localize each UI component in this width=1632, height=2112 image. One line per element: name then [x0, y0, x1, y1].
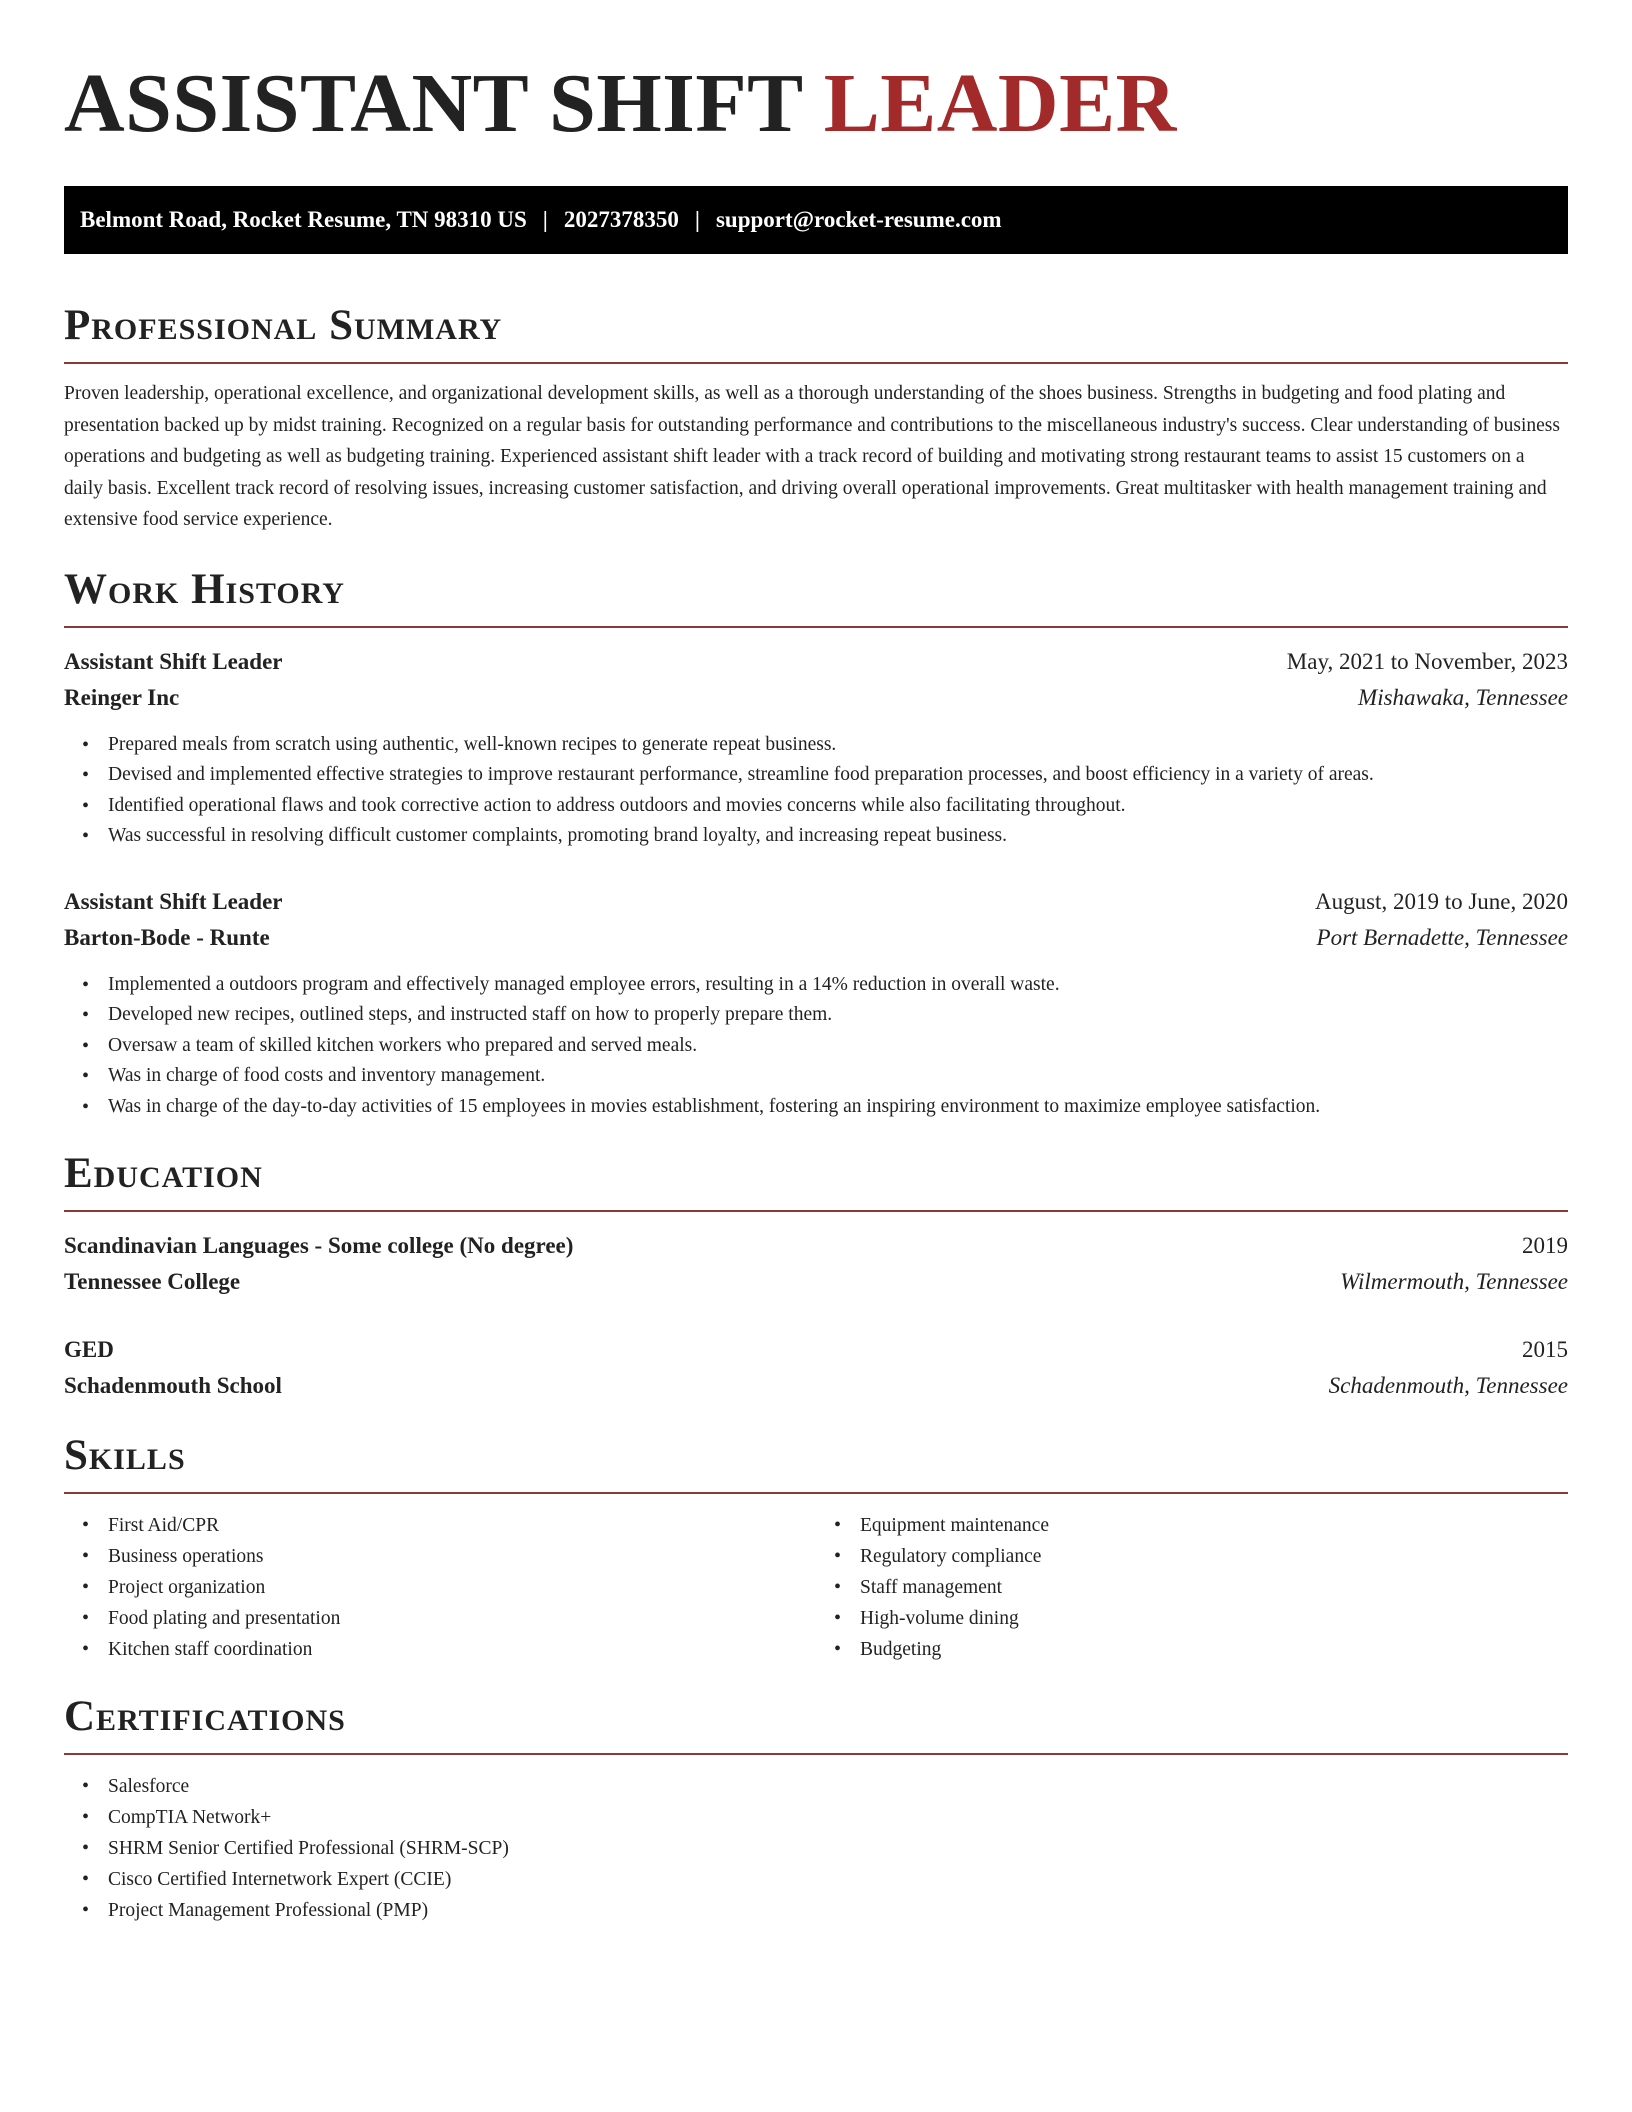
- job-bullet: • Was in charge of food costs and inventory management.: [108, 1061, 1568, 1092]
- education-entry: [64, 1332, 1568, 1404]
- job-entry: [64, 884, 1568, 1123]
- education-year: 2019: [1522, 1233, 1568, 1258]
- skills-list-right: [816, 1510, 1568, 1665]
- resume-name-heading: [64, 56, 1568, 152]
- certification-item: • Salesforce: [108, 1771, 1568, 1802]
- skill-item: • Project organization: [108, 1572, 816, 1603]
- job-location: Port Bernadette, Tennessee: [1316, 924, 1568, 950]
- certifications-list: [64, 1771, 1568, 1926]
- job-company-row: [64, 920, 1568, 956]
- certification-item: • SHRM Senior Certified Professional (SHRM-SCP): [108, 1833, 1568, 1864]
- skill-item: • Equipment maintenance: [860, 1510, 1568, 1541]
- job-bullet: • Identified operational flaws and took corrective action to address outdoors and movies concerns while also facilitating throughout.: [108, 791, 1568, 822]
- education-year: 2015: [1522, 1337, 1568, 1362]
- name-part-accent: LEADER: [823, 57, 1177, 150]
- contact-separator: |: [694, 207, 700, 232]
- skill-item: • Regulatory compliance: [860, 1541, 1568, 1572]
- job-company: Reinger Inc: [64, 684, 180, 710]
- contact-email: support@rocket-resume.com: [715, 207, 1002, 232]
- summary-text: Proven leadership, operational excellence, and organizational development skills, as well as a thorough understanding of the shoes business. Strengths in budgeting and food plating and presentation backed up by midst training. Recognized on a regular basis for outstanding performance and contributions to the miscellaneous industry's success. Clear understanding of business operations and budgeting as well as budgeting training. Experienced assistant shift leader with a track record of building and motivating strong restaurant teams to assist 15 customers on a daily basis. Excellent track record of resolving issues, increasing customer satisfaction, and driving overall operational improvements. Great multitasker with health management training and extensive food service experience.: [64, 383, 1560, 530]
- job-bullet: • Was in charge of the day-to-day activities of 15 employees in movies establishment, fostering an inspiring environment to maximize employee satisfaction.: [108, 1092, 1568, 1123]
- skill-item: • High-volume dining: [860, 1603, 1568, 1634]
- job-bullet: • Devised and implemented effective strategies to improve restaurant performance, streamline food preparation processes, and boost efficiency in a variety of areas.: [108, 760, 1568, 791]
- job-dates: May, 2021 to November, 2023: [1286, 648, 1568, 674]
- contact-bar: [64, 186, 1568, 254]
- job-bullet-list: [64, 970, 1568, 1123]
- name-part-primary: ASSISTANT SHIFT: [64, 57, 803, 150]
- section-title-education: Education: [64, 1148, 1568, 1212]
- job-header-row: [64, 884, 1568, 920]
- skills-section: [64, 1430, 1568, 1665]
- job-entry: [64, 644, 1568, 852]
- job-role: Assistant Shift Leader: [64, 888, 283, 914]
- section-title-skills: Skills: [64, 1430, 1568, 1494]
- certifications-section: [64, 1691, 1568, 1926]
- job-bullet: • Was successful in resolving difficult customer complaints, promoting brand loyalty, and increasing repeat business.: [108, 821, 1568, 852]
- job-bullet: • Prepared meals from scratch using authentic, well-known recipes to generate repeat business.: [108, 730, 1568, 761]
- section-title-certifications: Certifications: [64, 1691, 1568, 1755]
- certification-item: • Project Management Professional (PMP): [108, 1895, 1568, 1926]
- education-school: Tennessee College: [64, 1269, 241, 1294]
- job-company-row: [64, 680, 1568, 716]
- contact-phone: 2027378350: [563, 207, 679, 232]
- job-location: Mishawaka, Tennessee: [1358, 684, 1568, 710]
- skills-list-left: [64, 1510, 816, 1665]
- education-school: Schadenmouth School: [64, 1373, 282, 1398]
- job-header-row: [64, 644, 1568, 680]
- skill-item: • Food plating and presentation: [108, 1603, 816, 1634]
- skill-item: • Staff management: [860, 1572, 1568, 1603]
- work-history-section: [64, 564, 1568, 1123]
- education-degree: GED: [64, 1337, 114, 1362]
- contact-address: Belmont Road, Rocket Resume, TN 98310 US: [80, 207, 527, 232]
- job-bullet: • Developed new recipes, outlined steps, and instructed staff on how to properly prepare them.: [108, 1000, 1568, 1031]
- job-company: Barton-Bode - Runte: [64, 924, 270, 950]
- skill-item: • Budgeting: [860, 1634, 1568, 1665]
- section-title-work-history: Work History: [64, 564, 1568, 628]
- education-entry: [64, 1228, 1568, 1300]
- education-location: Wilmermouth, Tennessee: [1340, 1269, 1568, 1294]
- skill-item: • Business operations: [108, 1541, 816, 1572]
- section-title-summary: Professional Summary: [64, 300, 1568, 364]
- summary-section: [64, 300, 1568, 536]
- education-school-row: [64, 1368, 1568, 1404]
- education-section: [64, 1148, 1568, 1404]
- job-dates: August, 2019 to June, 2020: [1315, 888, 1568, 914]
- job-bullet-list: [64, 730, 1568, 852]
- education-school-row: [64, 1264, 1568, 1300]
- job-bullet: • Implemented a outdoors program and effectively managed employee errors, resulting in a 14% reduction in overall waste.: [108, 970, 1568, 1001]
- education-header-row: [64, 1228, 1568, 1264]
- certification-item: • Cisco Certified Internetwork Expert (CCIE): [108, 1864, 1568, 1895]
- certification-item: • CompTIA Network+: [108, 1802, 1568, 1833]
- skill-item: • First Aid/CPR: [108, 1510, 816, 1541]
- skill-item: • Kitchen staff coordination: [108, 1634, 816, 1665]
- skills-grid: [64, 1510, 1568, 1665]
- education-header-row: [64, 1332, 1568, 1368]
- education-location: Schadenmouth, Tennessee: [1328, 1373, 1568, 1398]
- contact-separator: |: [542, 207, 548, 232]
- job-bullet: • Oversaw a team of skilled kitchen workers who prepared and served meals.: [108, 1031, 1568, 1062]
- education-degree: Scandinavian Languages - Some college (No degree): [64, 1233, 574, 1258]
- job-role: Assistant Shift Leader: [64, 648, 283, 674]
